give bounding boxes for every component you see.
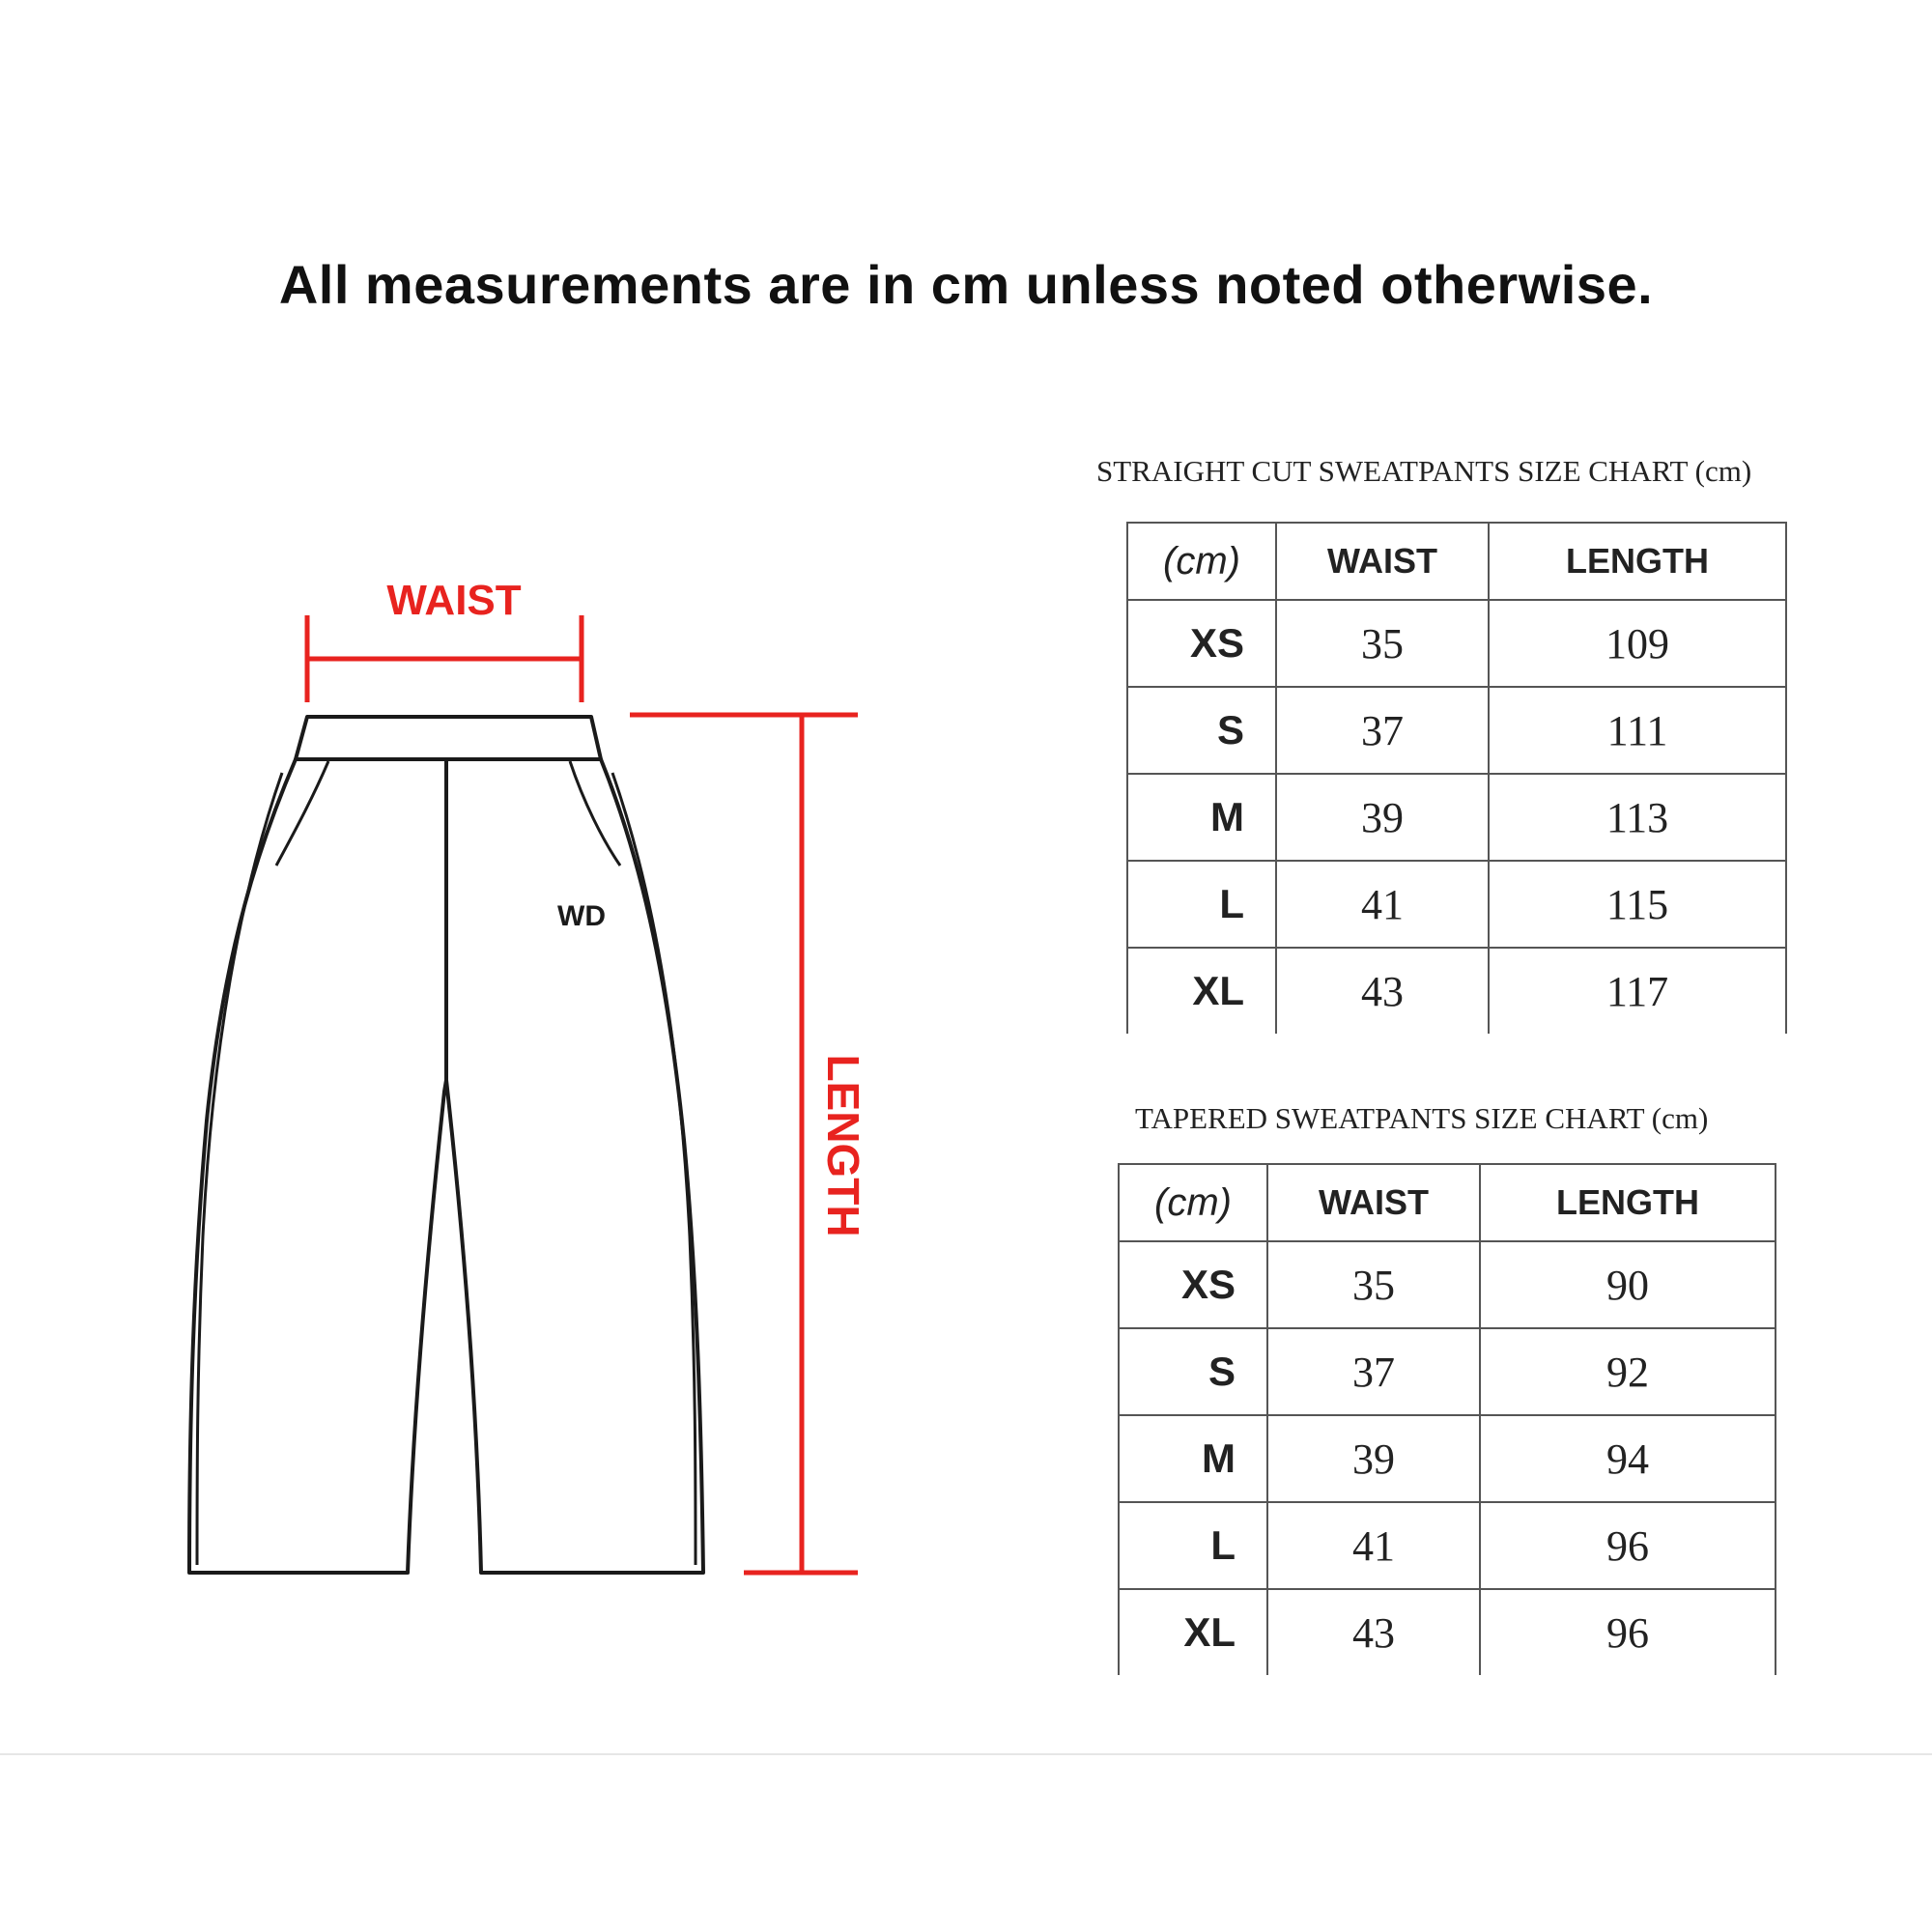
length-cell: 96 <box>1480 1589 1776 1675</box>
size-cell: M <box>1127 774 1276 861</box>
size-cell: XL <box>1127 948 1276 1034</box>
table-row <box>1127 600 1786 687</box>
unit-header: (cm) <box>1119 1164 1267 1241</box>
unit-header: (cm) <box>1127 523 1276 600</box>
length-header: LENGTH <box>1480 1164 1776 1241</box>
waist-header: WAIST <box>1276 523 1489 600</box>
table-row <box>1119 1502 1776 1589</box>
table-row <box>1127 774 1786 861</box>
measurement-note: All measurements are in cm unless noted otherwise. <box>278 254 1654 315</box>
size-cell: S <box>1119 1328 1267 1415</box>
tapered-chart-title: TAPERED SWEATPANTS SIZE CHART (cm) <box>1135 1101 1709 1135</box>
waist-cell: 39 <box>1267 1415 1480 1502</box>
waist-cell: 35 <box>1267 1241 1480 1328</box>
table-row <box>1127 861 1786 948</box>
table-header-row <box>1119 1164 1776 1241</box>
waist-cell: 41 <box>1267 1502 1480 1589</box>
waist-cell: 35 <box>1276 600 1489 687</box>
length-cell: 109 <box>1489 600 1786 687</box>
size-cell: L <box>1119 1502 1267 1589</box>
waist-cell: 37 <box>1267 1328 1480 1415</box>
length-cell: 111 <box>1489 687 1786 774</box>
pants-diagram <box>0 541 966 1604</box>
length-cell: 94 <box>1480 1415 1776 1502</box>
bottom-divider <box>0 1753 1932 1755</box>
table-row <box>1119 1241 1776 1328</box>
pants-outline <box>189 717 703 1573</box>
straight-cut-size-table <box>1126 522 1787 1034</box>
table-row <box>1127 948 1786 1034</box>
length-header: LENGTH <box>1489 523 1786 600</box>
waist-cell: 43 <box>1267 1589 1480 1675</box>
length-cell: 115 <box>1489 861 1786 948</box>
waist-label: WAIST <box>386 577 522 624</box>
size-cell: M <box>1119 1415 1267 1502</box>
length-cell: 90 <box>1480 1241 1776 1328</box>
waist-cell: 37 <box>1276 687 1489 774</box>
table-row <box>1119 1589 1776 1675</box>
waist-dimension <box>307 615 582 702</box>
table-row <box>1119 1415 1776 1502</box>
table-row <box>1127 687 1786 774</box>
length-cell: 96 <box>1480 1502 1776 1589</box>
length-cell: 113 <box>1489 774 1786 861</box>
size-cell: XS <box>1119 1241 1267 1328</box>
waist-cell: 41 <box>1276 861 1489 948</box>
length-label: LENGTH <box>818 1054 868 1237</box>
length-cell: 92 <box>1480 1328 1776 1415</box>
table-header-row <box>1127 523 1786 600</box>
size-cell: L <box>1127 861 1276 948</box>
logo-mark: WD <box>557 900 606 932</box>
waist-header: WAIST <box>1267 1164 1480 1241</box>
tapered-size-table <box>1118 1163 1776 1675</box>
size-cell: XS <box>1127 600 1276 687</box>
length-cell: 117 <box>1489 948 1786 1034</box>
table-row <box>1119 1328 1776 1415</box>
straight-cut-chart-title: STRAIGHT CUT SWEATPANTS SIZE CHART (cm) <box>1096 454 1752 488</box>
waist-cell: 39 <box>1276 774 1489 861</box>
size-cell: S <box>1127 687 1276 774</box>
size-cell: XL <box>1119 1589 1267 1675</box>
waist-cell: 43 <box>1276 948 1489 1034</box>
